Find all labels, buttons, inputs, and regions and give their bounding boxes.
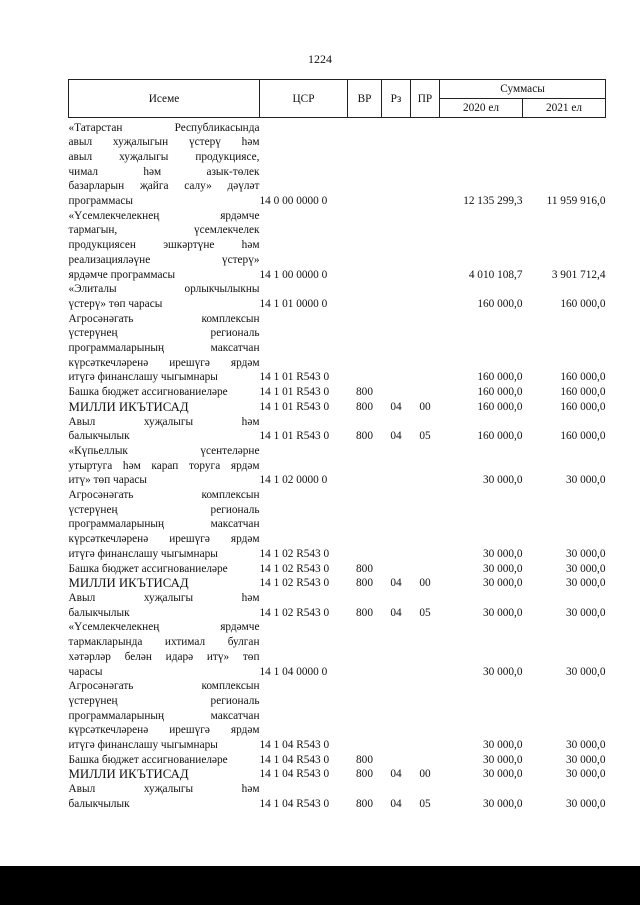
row-amount-2021: 30 000,0 xyxy=(565,665,606,678)
row-vr: 800 xyxy=(356,768,373,781)
row-vr: 800 xyxy=(356,606,373,619)
row-pr: 00 xyxy=(419,577,431,590)
row-rz xyxy=(382,753,411,768)
row-rz xyxy=(382,444,411,488)
row-name-line: МИЛЛИ ИКЪТИСАД xyxy=(68,576,189,591)
row-amount-2020: 30 000,0 xyxy=(482,562,523,575)
row-csr: 14 1 02 R543 0 xyxy=(259,547,330,560)
row-amount-2020: 12 135 299,3 xyxy=(463,195,523,208)
row-amount-2020: 160 000,0 xyxy=(477,400,523,413)
row-pr xyxy=(411,620,440,679)
header-csr: ЦСР xyxy=(260,80,348,118)
row-name-line: балыкчылык xyxy=(68,430,130,443)
table-row xyxy=(69,415,606,444)
table-row xyxy=(69,767,606,782)
row-amount-2021: 3 901 712,4 xyxy=(551,268,606,281)
table-row xyxy=(69,282,606,311)
row-amount-2021: 30 000,0 xyxy=(565,474,606,487)
row-name-line: базарларын җайга салу» дәүләт xyxy=(68,180,260,193)
row-name-line: «Үсемлекчелекнең ярдәмче xyxy=(68,621,260,634)
row-name xyxy=(69,782,260,811)
row-pr xyxy=(411,209,440,283)
row-pr xyxy=(411,121,440,209)
row-vr xyxy=(348,488,382,562)
row-pr: 00 xyxy=(419,768,431,781)
row-amount-2020: 160 000,0 xyxy=(477,297,523,310)
row-amount-2020: 30 000,0 xyxy=(482,606,523,619)
row-name-line: Башка бюджет ассигнованиеләре xyxy=(68,386,228,399)
table-body xyxy=(69,118,606,812)
row-name xyxy=(69,767,260,782)
row-name-line: итүгә финанслашу чыгымнары xyxy=(68,371,218,384)
row-rz xyxy=(382,209,411,283)
row-name-line: балыкчылык xyxy=(68,606,130,619)
row-name-line: күрсәткечләренә ирешүгә ярдәм xyxy=(68,533,260,546)
row-vr: 800 xyxy=(356,797,373,810)
row-vr xyxy=(348,679,382,753)
row-name-line: тармагын, үсемлекчелек xyxy=(68,224,260,237)
row-rz: 04 xyxy=(390,400,402,413)
row-amount-2020: 30 000,0 xyxy=(482,739,523,752)
row-amount-2020: 30 000,0 xyxy=(482,753,523,766)
row-amount-2020: 30 000,0 xyxy=(482,665,523,678)
row-csr: 14 1 01 R543 0 xyxy=(259,371,330,384)
row-csr: 14 0 00 0000 0 xyxy=(259,195,328,208)
row-amount-2021: 160 000,0 xyxy=(560,430,606,443)
row-amount-2021: 30 000,0 xyxy=(565,606,606,619)
row-amount-2020: 160 000,0 xyxy=(477,371,523,384)
row-name-line: үстерүнең региональ xyxy=(68,694,260,707)
row-amount-2021: 160 000,0 xyxy=(560,386,606,399)
row-rz: 04 xyxy=(390,577,402,590)
row-pr xyxy=(411,444,440,488)
row-name xyxy=(69,591,260,620)
row-name xyxy=(69,562,260,577)
row-vr: 800 xyxy=(356,753,373,766)
table-row xyxy=(69,385,606,400)
row-name xyxy=(69,753,260,768)
row-name-line: «Татарстан Республикасында xyxy=(68,121,260,134)
row-name-line: Авыл хуҗалыгы һәм xyxy=(68,783,260,796)
header-2020: 2020 ел xyxy=(440,99,523,118)
row-csr: 14 1 04 R543 0 xyxy=(259,739,330,752)
row-name xyxy=(69,576,260,591)
row-name xyxy=(69,415,260,444)
row-name-line: Агросәнәгать комплексын xyxy=(68,680,260,693)
row-csr: 14 1 02 R543 0 xyxy=(259,577,330,590)
row-pr: 05 xyxy=(419,606,431,619)
row-amount-2020: 160 000,0 xyxy=(477,430,523,443)
row-amount-2021: 11 959 916,0 xyxy=(546,195,606,208)
row-amount-2021: 160 000,0 xyxy=(560,297,606,310)
row-pr: 05 xyxy=(419,430,431,443)
row-name-line: «Үсемлекчелекнең ярдәмче xyxy=(68,209,260,222)
row-pr xyxy=(411,312,440,386)
row-name-line: программаларының максатчан xyxy=(68,342,260,355)
row-amount-2020: 30 000,0 xyxy=(482,474,523,487)
row-vr xyxy=(348,209,382,283)
row-csr: 14 1 04 0000 0 xyxy=(259,665,328,678)
row-name-line: итү» төп чарасы xyxy=(68,474,148,487)
row-pr: 05 xyxy=(419,797,431,810)
row-name-line: итүгә финанслашу чыгымнары xyxy=(68,739,218,752)
table-row xyxy=(69,488,606,562)
row-name-line: Авыл хуҗалыгы һәм xyxy=(68,592,260,604)
row-name-line: МИЛЛИ ИКЪТИСАД xyxy=(68,399,189,414)
row-name-line: реализацияләүне үстерү» xyxy=(68,253,260,266)
row-pr xyxy=(411,488,440,562)
row-amount-2020: 4 010 108,7 xyxy=(468,268,523,281)
row-rz xyxy=(382,385,411,400)
row-rz xyxy=(382,282,411,311)
row-pr xyxy=(411,562,440,577)
row-name-line: итүгә финанслашу чыгымнары xyxy=(68,547,218,560)
row-name-line: «Күпьеллык үсентеләрне xyxy=(68,444,260,457)
header-sums: Суммасы xyxy=(440,80,606,99)
header-rz: Рз xyxy=(382,80,411,118)
row-vr xyxy=(348,282,382,311)
row-amount-2020: 30 000,0 xyxy=(482,797,523,810)
row-csr: 14 1 01 R543 0 xyxy=(259,386,330,399)
scan-edge-band xyxy=(0,866,640,905)
row-pr xyxy=(411,385,440,400)
row-amount-2020: 30 000,0 xyxy=(482,768,523,781)
row-csr: 14 1 01 R543 0 xyxy=(259,400,330,413)
row-csr: 14 1 01 0000 0 xyxy=(259,297,328,310)
row-vr: 800 xyxy=(356,386,373,399)
row-name xyxy=(69,282,260,311)
row-rz xyxy=(382,620,411,679)
row-name-line: хәтәрләр белән идарә итү» төп xyxy=(68,650,260,663)
row-name-line: күрсәткечләренә ирешүгә ярдәм xyxy=(68,724,260,737)
row-name-line: Башка бюджет ассигнованиеләре xyxy=(68,753,228,766)
row-name-line: балыкчылык xyxy=(68,797,130,810)
table-row xyxy=(69,400,606,415)
row-name xyxy=(69,209,260,283)
header-vr: ВР xyxy=(348,80,382,118)
table-row xyxy=(69,620,606,679)
row-name xyxy=(69,444,260,488)
row-csr: 14 1 04 R543 0 xyxy=(259,768,330,781)
row-amount-2021: 30 000,0 xyxy=(565,577,606,590)
row-name-line: үстерүнең региональ xyxy=(68,503,260,516)
row-csr: 14 1 02 0000 0 xyxy=(259,474,328,487)
row-name-line: чарасы xyxy=(68,665,103,678)
row-csr: 14 1 02 R543 0 xyxy=(259,606,330,619)
row-name-line: продукциясен эшкәртүне һәм xyxy=(68,239,260,252)
table-row xyxy=(69,679,606,753)
row-vr xyxy=(348,312,382,386)
row-pr: 00 xyxy=(419,400,431,413)
row-name xyxy=(69,679,260,753)
row-rz: 04 xyxy=(390,797,402,810)
row-name-line: программаларының максатчан xyxy=(68,709,260,722)
row-vr: 800 xyxy=(356,430,373,443)
row-name-line: «Элиталы орлыкчылыкны xyxy=(68,283,260,296)
row-pr xyxy=(411,679,440,753)
row-rz xyxy=(382,312,411,386)
row-name-line: программасы xyxy=(68,195,133,208)
row-vr xyxy=(348,620,382,679)
row-name-line: Авыл хуҗалыгы һәм xyxy=(68,415,260,428)
row-name-line: утыртуга һәм карап торуга ярдәм xyxy=(68,459,260,472)
row-name-line: Башка бюджет ассигнованиеләре xyxy=(68,562,228,575)
table-row xyxy=(69,562,606,577)
row-pr xyxy=(411,753,440,768)
row-name xyxy=(69,385,260,400)
row-rz xyxy=(382,562,411,577)
table-row xyxy=(69,209,606,283)
header-pr: ПР xyxy=(411,80,440,118)
row-rz xyxy=(382,488,411,562)
header-2021: 2021 ел xyxy=(523,99,606,118)
table-row xyxy=(69,312,606,386)
row-amount-2021: 160 000,0 xyxy=(560,400,606,413)
row-name xyxy=(69,312,260,386)
row-csr: 14 1 02 R543 0 xyxy=(259,562,330,575)
row-amount-2020: 30 000,0 xyxy=(482,547,523,560)
row-name-line: чимал һәм азык-төлек xyxy=(68,165,260,178)
row-rz: 04 xyxy=(390,606,402,619)
row-vr xyxy=(348,444,382,488)
row-name-line: үстерүнең региональ xyxy=(68,327,260,340)
row-name-line: үстерү» төп чарасы xyxy=(68,297,163,310)
row-name-line: программаларының максатчан xyxy=(68,518,260,531)
row-rz xyxy=(382,121,411,209)
row-amount-2021: 160 000,0 xyxy=(560,371,606,384)
budget-table xyxy=(68,79,606,812)
row-csr: 14 1 04 R543 0 xyxy=(259,797,330,810)
table-row xyxy=(69,121,606,209)
row-rz xyxy=(382,679,411,753)
row-amount-2021: 30 000,0 xyxy=(565,768,606,781)
table-header xyxy=(69,80,606,118)
row-vr: 800 xyxy=(356,400,373,413)
row-pr xyxy=(411,282,440,311)
row-vr: 800 xyxy=(356,562,373,575)
row-amount-2021: 30 000,0 xyxy=(565,739,606,752)
table-row xyxy=(69,576,606,591)
row-name-line: авыл хуҗалыгын үстерү һәм xyxy=(68,136,260,149)
row-name-line: МИЛЛИ ИКЪТИСАД xyxy=(68,767,189,782)
row-name-line: тармакларында ихтимал булган xyxy=(68,636,260,649)
row-amount-2021: 30 000,0 xyxy=(565,562,606,575)
row-rz: 04 xyxy=(390,430,402,443)
row-name xyxy=(69,400,260,415)
row-amount-2021: 30 000,0 xyxy=(565,753,606,766)
row-amount-2020: 160 000,0 xyxy=(477,386,523,399)
row-vr: 800 xyxy=(356,577,373,590)
table-row xyxy=(69,591,606,620)
table-row xyxy=(69,782,606,811)
table-row xyxy=(69,753,606,768)
row-name-line: күрсәткечләренә ирешүгә ярдәм xyxy=(68,356,260,369)
row-name-line: ярдәмче программасы xyxy=(68,268,176,281)
row-amount-2021: 30 000,0 xyxy=(565,797,606,810)
row-name xyxy=(69,620,260,679)
row-name-line: Агросәнәгать комплексын xyxy=(68,312,260,325)
row-csr: 14 1 00 0000 0 xyxy=(259,268,328,281)
row-csr: 14 1 04 R543 0 xyxy=(259,753,330,766)
row-name-line: Агросәнәгать комплексын xyxy=(68,489,260,502)
table-row xyxy=(69,444,606,488)
row-name-line: авыл хуҗалыгы продукциясе, xyxy=(68,150,260,163)
row-vr xyxy=(348,121,382,209)
row-amount-2021: 30 000,0 xyxy=(565,547,606,560)
header-name: Исеме xyxy=(69,80,260,118)
row-name xyxy=(69,488,260,562)
page-number: 1224 xyxy=(308,52,332,66)
row-rz: 04 xyxy=(390,768,402,781)
row-csr: 14 1 01 R543 0 xyxy=(259,430,330,443)
row-name xyxy=(69,121,260,209)
row-amount-2020: 30 000,0 xyxy=(482,577,523,590)
